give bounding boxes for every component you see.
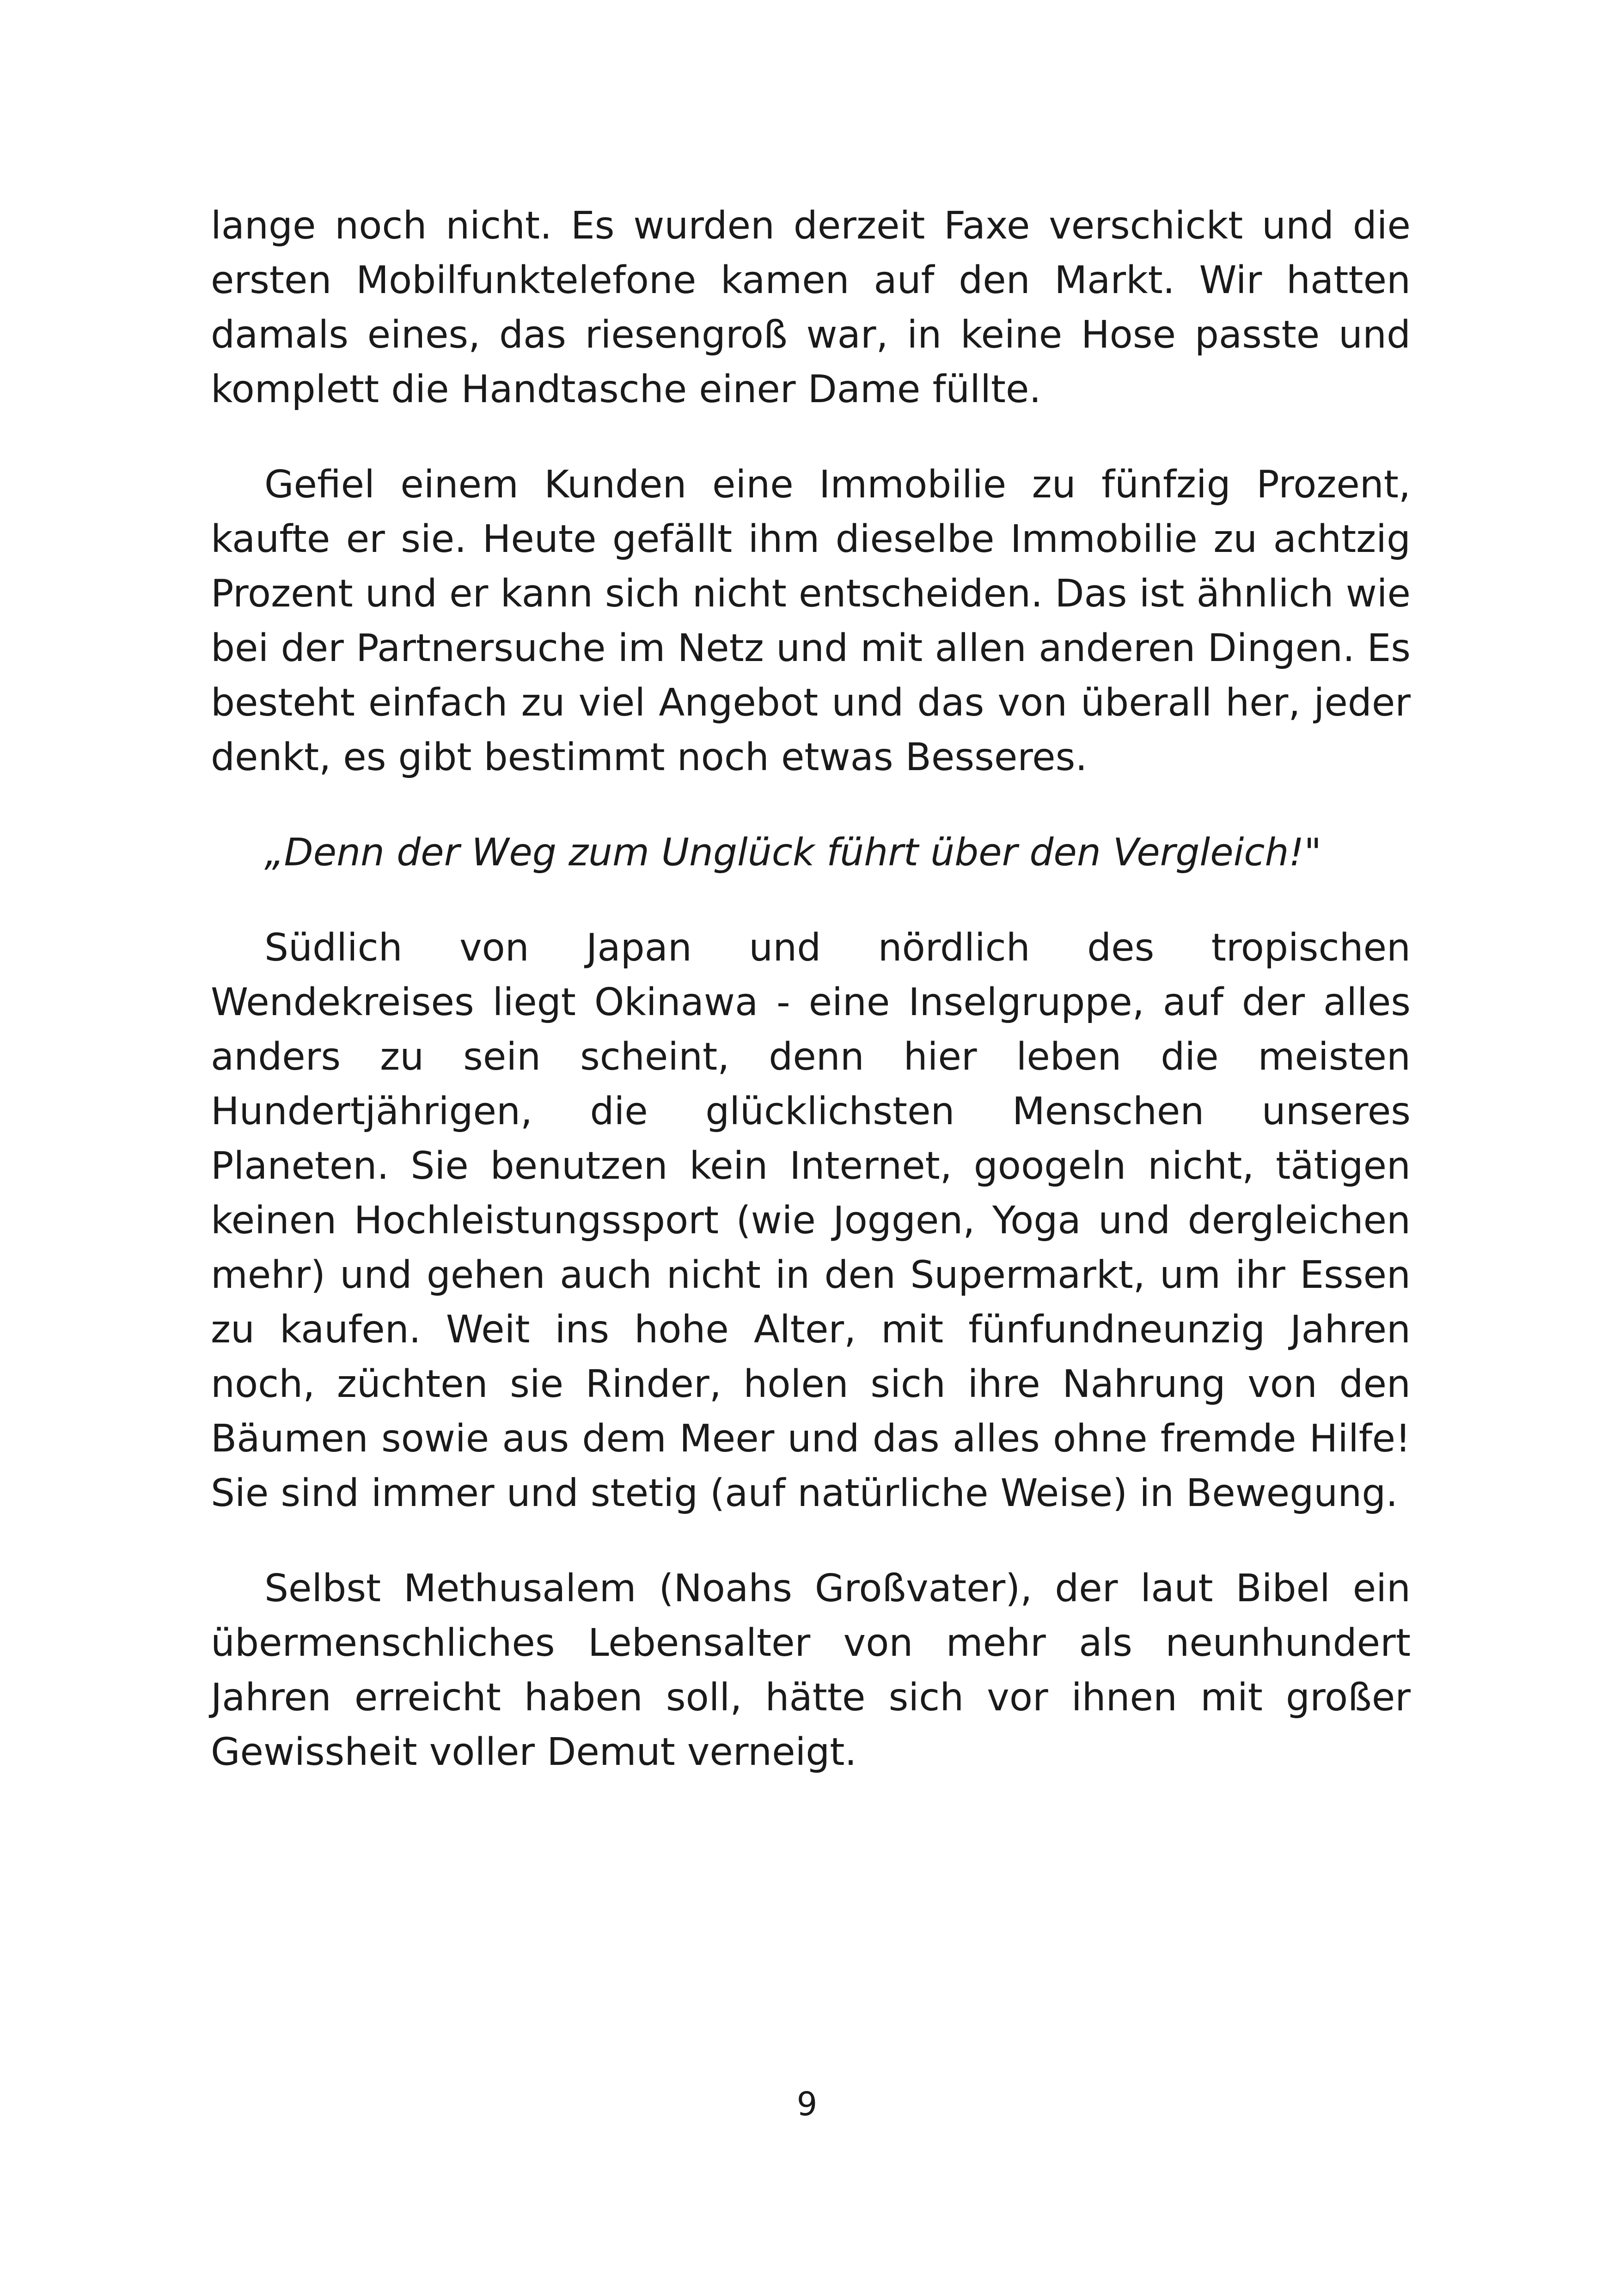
page-number: 9 — [796, 2085, 818, 2123]
paragraph-4: Südlich von Japan und nördlich des tropischen Wendekreises liegt Okinawa - eine Inselgruppe, auf der alles anders zu sein scheint, denn hier leben die meisten Hundertjährigen, die glücklichsten Menschen unseres Planeten. Sie benutzen kein Internet, googeln nicht, tätigen keinen Hochleistungssport (wie Joggen, Yoga und dergleichen mehr) und gehen auch nicht in den Supermarkt, um ihr Essen zu kaufen. Weit ins hohe Alter, mit fünfundneunzig Jahren noch, züchten sie Rinder, holen sich ihre Nahrung von den Bäumen sowie aus dem Meer und das alles ohne fremde Hilfe! Sie sind immer und stetig (auf natürliche Weise) in Bewegung. — [211, 926, 1411, 1515]
paragraph-2: Gefiel einem Kunden eine Immobilie zu fünfzig Prozent, kaufte er sie. Heute gefällt ihm dieselbe Immobilie zu achtzig Prozent und er kann sich nicht entscheiden. Das ist ähnlich wie bei der Partnersuche im Netz und mit allen anderen Dingen. Es besteht einfach zu viel Angebot und das von überall her, jeder denkt, es gibt bestimmt noch etwas Besseres. — [211, 463, 1411, 779]
quote-paragraph: „Denn der Weg zum Unglück führt über den Vergleich!" — [264, 831, 1322, 875]
paragraph-1: lange noch nicht. Es wurden derzeit Faxe verschickt und die ersten Mobilfunktelefone kamen auf den Markt. Wir hatten damals eines, das riesengroß war, in keine Hose passte und komplett die Handtasche einer Dame füllte. — [211, 204, 1411, 411]
paragraph-5: Selbst Methusalem (Noahs Großvater), der laut Bibel ein übermenschliches Lebensalter von mehr als neunhundert Jahren erreicht haben soll, hätte sich vor ihnen mit großer Gewissheit voller Demut verneigt. — [211, 1567, 1411, 1774]
body-text — [211, 199, 1411, 1820]
